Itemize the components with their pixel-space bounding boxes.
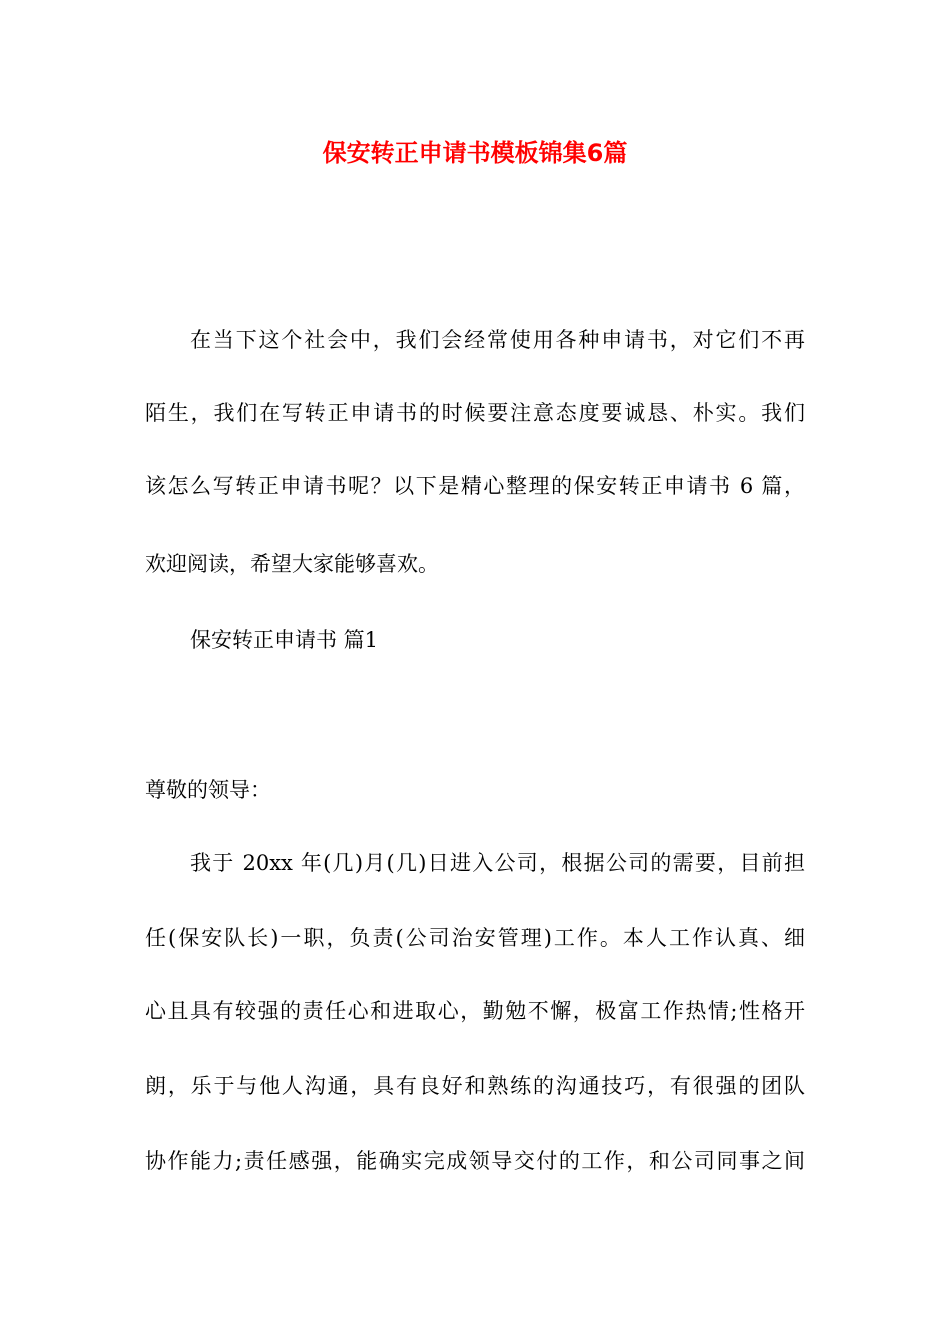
body-line-1: 我于 20xx 年(几)月(几)日进入公司，根据公司的需要，目前担 — [190, 851, 805, 875]
body-line-4: 朗，乐于与他人沟通，具有良好和熟练的沟通技巧，有很强的团队 — [145, 1074, 805, 1098]
intro-line-3: 该怎么写转正申请书呢？以下是精心整理的保安转正申请书 6 篇， — [145, 474, 805, 498]
intro-line-1: 在当下这个社会中，我们会经常使用各种申请书，对它们不再 — [190, 328, 805, 352]
intro-line-2: 陌生，我们在写转正申请书的时候要注意态度要诚恳、朴实。我们 — [145, 401, 805, 425]
intro-line-4: 欢迎阅读，希望大家能够喜欢。 — [145, 552, 439, 576]
body-line-3: 心且具有较强的责任心和进取心，勤勉不懈，极富工作热情;性格开 — [145, 999, 805, 1023]
document-title: 保安转正申请书模板锦集6篇 — [322, 139, 628, 167]
salutation: 尊敬的领导： — [145, 778, 271, 802]
body-line-5: 协作能力;责任感强，能确实完成领导交付的工作，和公司同事之间 — [145, 1149, 805, 1173]
section-heading: 保安转正申请书 篇1 — [190, 628, 379, 652]
body-line-2: 任(保安队长)一职，负责(公司治安管理)工作。本人工作认真、细 — [145, 926, 805, 950]
